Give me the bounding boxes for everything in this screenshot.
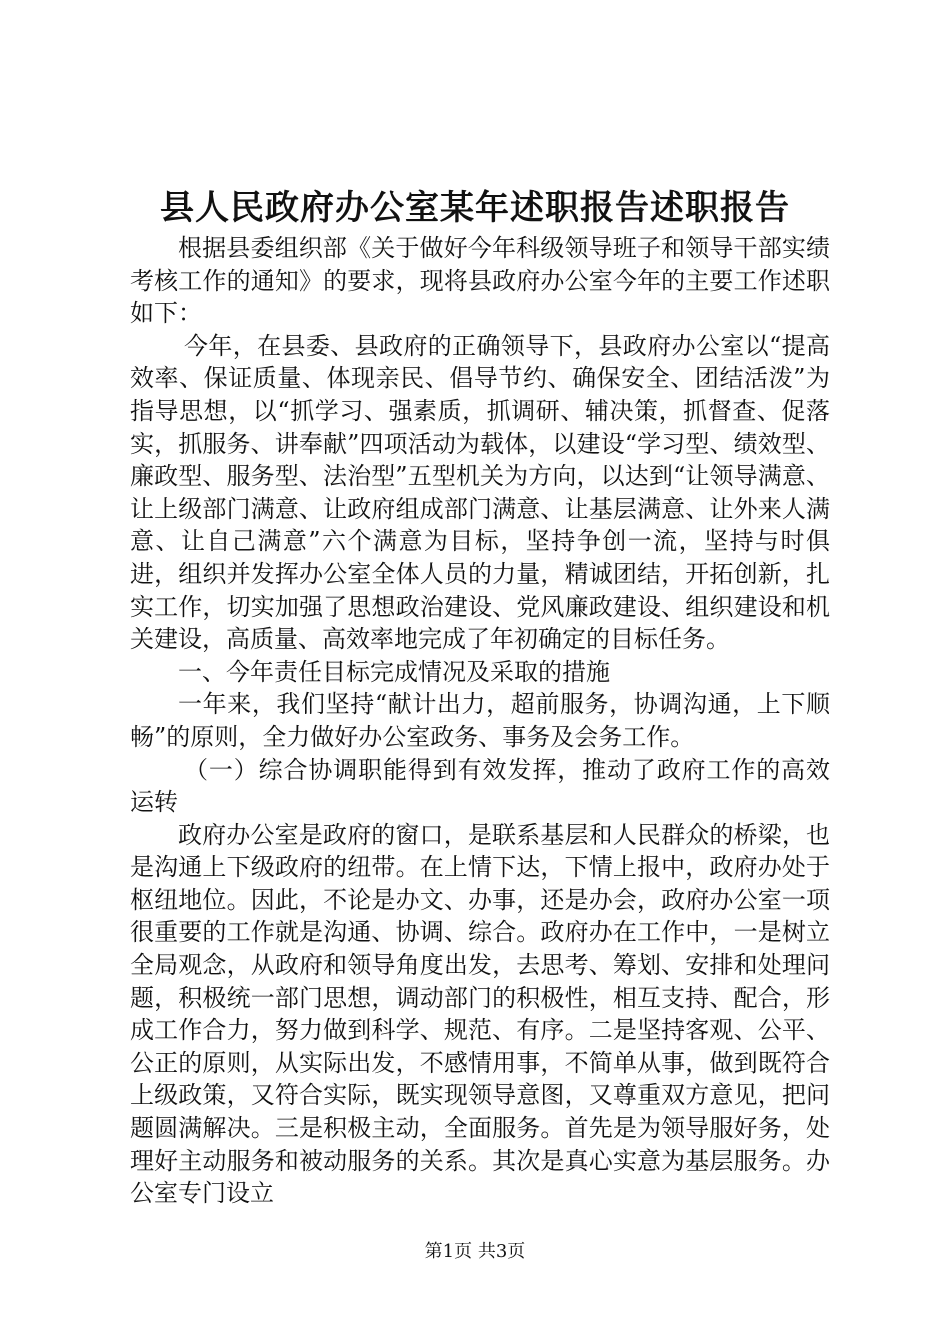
paragraph-overview: 今年，在县委、县政府的正确领导下，县政府办公室以“提高效率、保证质量、体现亲民、倡导节约、确保安全、团结活泼”为指导思想，以“抓学习、强素质，抓调研、辅决策，抓督查、促落实，抓服务、讲奉献”四项活动为载体，以建设“学习型、绩效型、廉政型、服务型、法治型”五型机关为方向，以达到“让领导满意、让上级部门满意、让政府组成部门满意、让基层满意、让外来人满意、让自己满意”六个满意为目标，坚持争创一流，坚持与时俱进，组织并发挥办公室全体人员的力量，精诚团结，开拓创新，扎实工作，切实加强了思想政治建设、党风廉政建设、组织建设和机关建设，高质量、高效率地完成了年初确定的目标任务。: [130, 331, 830, 654]
section-heading-1: 一、今年责任目标完成情况及采取的措施: [178, 657, 610, 686]
paragraph-intro: 根据县委组织部《关于做好今年科级领导班子和领导干部实绩考核工作的通知》的要求，现将县政府办公室今年的主要工作述职如下：: [130, 234, 830, 328]
paragraph-principle: 一年来，我们坚持“献计出力，超前服务，协调沟通，上下顺畅”的原则，全力做好办公室政务、事务及会务工作。: [130, 690, 830, 751]
page-number-footer: 第1页 共3页: [424, 1241, 526, 1262]
subsection-heading-1: （一）综合协调职能得到有效发挥，推动了政府工作的高效运转: [130, 755, 830, 817]
document-title: 县人民政府办公室某年述职报告述职报告: [160, 188, 790, 228]
document-body: [130, 232, 830, 1210]
paragraph-coordination: 政府办公室是政府的窗口，是联系基层和人民群众的桥梁，也是沟通上下级政府的纽带。在上情下达，下情上报中，政府办处于枢纽地位。因此，不论是办文、办事，还是办会，政府办公室一项很重要的工作就是沟通、协调、综合。政府办在工作中，一是树立全局观念，从政府和领导角度出发，去思考、筹划、安排和处理问题，积极统一部门思想，调动部门的积极性，相互支持、配合，形成工作合力，努力做到科学、规范、有序。二是坚持客观、公平、公正的原则，从实际出发，不感情用事，不简单从事，做到既符合上级政策，又符合实际，既实现领导意图，又尊重双方意见，把问题圆满解决。三是积极主动，全面服务。首先是为领导服好务，处理好主动服务和被动服务的关系。其次是真心实意为基层服务。办公室专门设立: [130, 820, 830, 1208]
